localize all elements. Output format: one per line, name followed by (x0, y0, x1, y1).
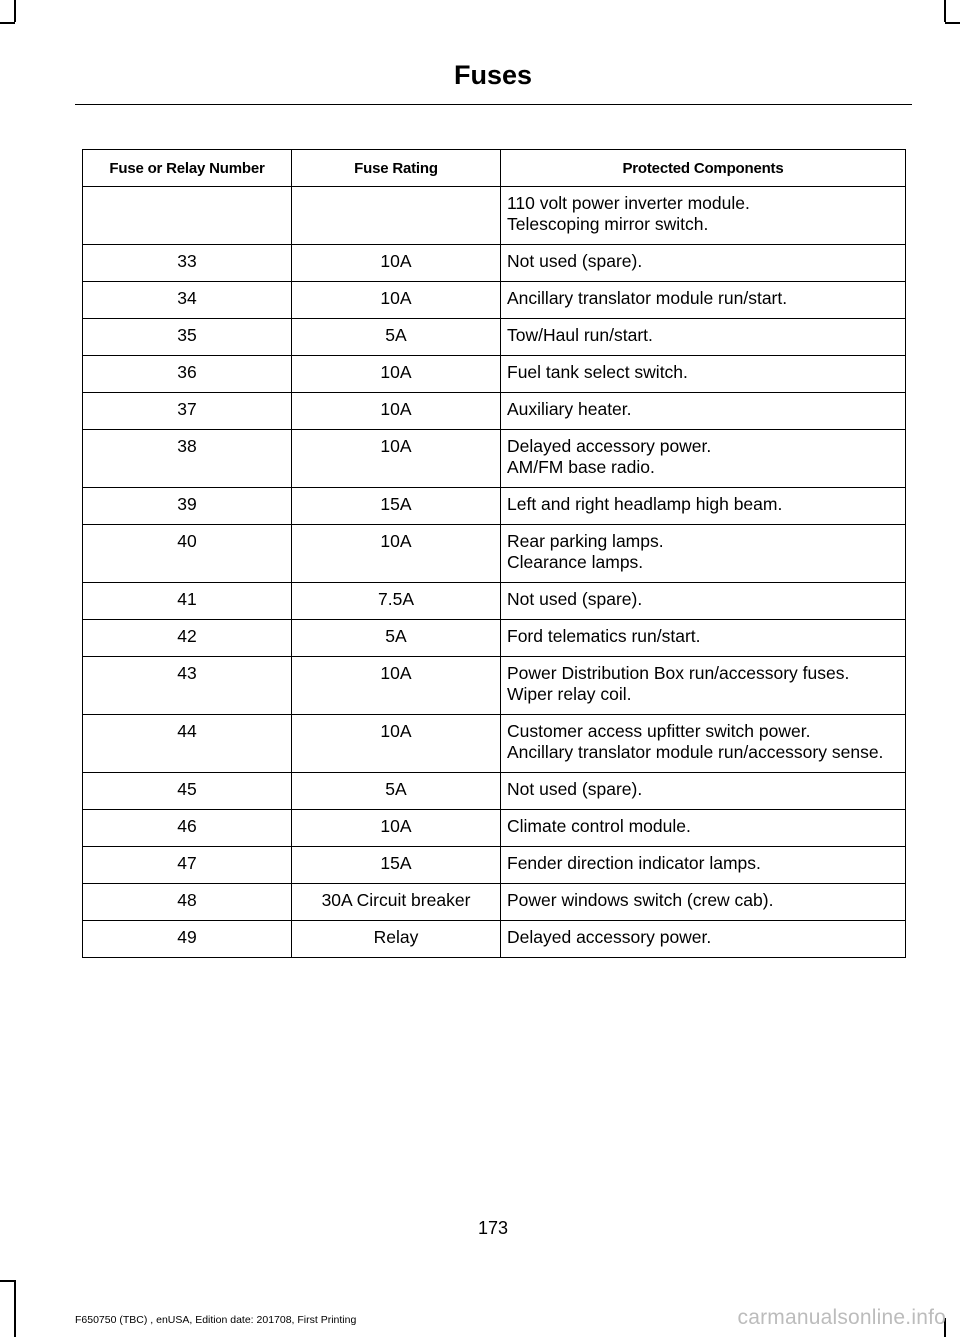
table-row (83, 393, 906, 430)
crop-mark-top-left (0, 22, 15, 24)
component-line: Ancillary translator module run/start. (507, 288, 788, 308)
fuse-rating-cell: 10A (292, 810, 501, 847)
table-row (83, 356, 906, 393)
fuse-rating-cell: 7.5A (292, 583, 501, 620)
protected-components-cell (501, 884, 906, 921)
component-line: Tow/Haul run/start. (507, 325, 653, 345)
component-line: Delayed accessory power. (507, 436, 712, 456)
fuse-number-cell: 48 (83, 884, 292, 921)
protected-components-cell (501, 393, 906, 430)
table-row (83, 921, 906, 958)
fuse-number-cell: 44 (83, 715, 292, 773)
protected-components-cell (501, 583, 906, 620)
component-line: 110 volt power inverter module. (507, 193, 750, 213)
fuse-rating-cell: 10A (292, 657, 501, 715)
footer-edition: F650750 (TBC) , enUSA, Edition date: 201708, First Printing (75, 1314, 357, 1326)
fuse-rating-cell: 10A (292, 525, 501, 583)
component-line: Power windows switch (crew cab). (507, 890, 774, 910)
component-line: Ancillary translator module run/accessory sense. (507, 742, 884, 762)
fuse-number-cell: 47 (83, 847, 292, 884)
protected-components-cell (501, 488, 906, 525)
component-line: Ford telematics run/start. (507, 626, 701, 646)
table-row (83, 583, 906, 620)
table-row (83, 319, 906, 356)
fuse-rating-cell: 10A (292, 282, 501, 319)
table-row (83, 488, 906, 525)
protected-components-cell (501, 657, 906, 715)
crop-mark-top-left (14, 0, 16, 22)
protected-components-cell (501, 319, 906, 356)
protected-components-cell (501, 282, 906, 319)
table-row (83, 773, 906, 810)
component-line: Not used (spare). (507, 589, 643, 609)
crop-mark-bottom-left (14, 1280, 16, 1337)
protected-components-cell (501, 245, 906, 282)
component-line: Wiper relay coil. (507, 684, 632, 704)
page-number: 173 (477, 1218, 509, 1238)
component-line: Not used (spare). (507, 251, 643, 271)
fuse-number-cell: 49 (83, 921, 292, 958)
table-row (83, 810, 906, 847)
fuse-number-cell: 46 (83, 810, 292, 847)
header-protected-components: Protected Components (501, 150, 906, 187)
fuse-number-cell: 36 (83, 356, 292, 393)
fuse-rating-cell: 10A (292, 715, 501, 773)
fuse-rating-cell: 10A (292, 356, 501, 393)
crop-mark-bottom-left (0, 1280, 15, 1282)
table-row (83, 847, 906, 884)
fuse-number-cell: 40 (83, 525, 292, 583)
component-line: Customer access upfitter switch power. (507, 721, 811, 741)
component-line: Clearance lamps. (507, 552, 644, 572)
fuse-number-cell: 39 (83, 488, 292, 525)
fuse-rating-cell: 5A (292, 620, 501, 657)
table-row (83, 430, 906, 488)
fuse-number-cell: 43 (83, 657, 292, 715)
fuse-table-body (83, 187, 906, 958)
fuse-rating-cell: 30A Circuit breaker (292, 884, 501, 921)
fuse-rating-cell (292, 187, 501, 245)
protected-components-cell (501, 187, 906, 245)
fuse-number-cell: 42 (83, 620, 292, 657)
table-row (83, 620, 906, 657)
protected-components-cell (501, 356, 906, 393)
fuse-number-cell: 38 (83, 430, 292, 488)
fuse-number-cell: 45 (83, 773, 292, 810)
fuse-rating-cell: 15A (292, 488, 501, 525)
component-line: Rear parking lamps. (507, 531, 664, 551)
fuse-rating-cell: 10A (292, 245, 501, 282)
fuse-number-cell (83, 187, 292, 245)
component-line: Power Distribution Box run/accessory fuses. (507, 663, 850, 683)
protected-components-cell (501, 810, 906, 847)
component-line: Auxiliary heater. (507, 399, 632, 419)
fuse-table (82, 149, 906, 958)
protected-components-cell (501, 525, 906, 583)
table-row (83, 657, 906, 715)
crop-mark-top-right (944, 0, 946, 22)
component-line: Left and right headlamp high beam. (507, 494, 783, 514)
protected-components-cell (501, 430, 906, 488)
fuse-rating-cell: 15A (292, 847, 501, 884)
component-line: AM/FM base radio. (507, 457, 655, 477)
table-row (83, 715, 906, 773)
table-row (83, 884, 906, 921)
fuse-rating-cell: 5A (292, 773, 501, 810)
header-fuse-number: Fuse or Relay Number (83, 150, 292, 187)
fuse-rating-cell: 10A (292, 393, 501, 430)
fuse-number-cell: 35 (83, 319, 292, 356)
title-divider (75, 104, 912, 105)
watermark: carmanualsonline.info (737, 1306, 946, 1329)
table-row (83, 245, 906, 282)
table-header-row (83, 150, 906, 187)
table-row (83, 282, 906, 319)
fuse-rating-cell: 10A (292, 430, 501, 488)
fuse-number-cell: 33 (83, 245, 292, 282)
fuse-number-cell: 37 (83, 393, 292, 430)
component-line: Not used (spare). (507, 779, 643, 799)
component-line: Delayed accessory power. (507, 927, 712, 947)
component-line: Fender direction indicator lamps. (507, 853, 761, 873)
fuse-rating-cell: 5A (292, 319, 501, 356)
fuse-number-cell: 41 (83, 583, 292, 620)
crop-mark-top-right (945, 22, 960, 24)
component-line: Fuel tank select switch. (507, 362, 688, 382)
component-line: Telescoping mirror switch. (507, 214, 709, 234)
protected-components-cell (501, 921, 906, 958)
table-row (83, 187, 906, 245)
page-title: Fuses (453, 60, 533, 90)
table-row (83, 525, 906, 583)
component-line: Climate control module. (507, 816, 691, 836)
protected-components-cell (501, 847, 906, 884)
fuse-rating-cell: Relay (292, 921, 501, 958)
protected-components-cell (501, 715, 906, 773)
fuse-number-cell: 34 (83, 282, 292, 319)
protected-components-cell (501, 773, 906, 810)
header-fuse-rating: Fuse Rating (292, 150, 501, 187)
protected-components-cell (501, 620, 906, 657)
